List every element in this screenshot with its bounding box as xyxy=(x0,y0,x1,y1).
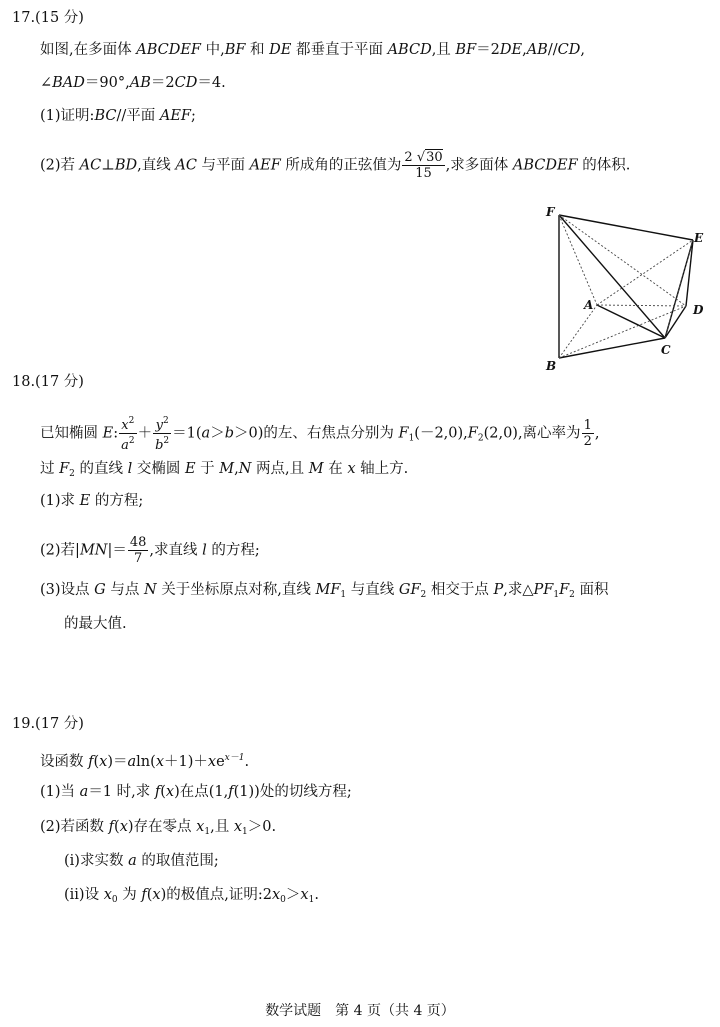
label-D: D xyxy=(693,303,704,317)
q17-header: 17.(15 分) xyxy=(12,10,84,26)
q19-part1: (1)当 a＝1 时,求 f(x)在点(1,f(1))处的切线方程; xyxy=(40,784,352,800)
eccentricity-fraction: $\frac{1}{2}$ xyxy=(583,418,592,449)
label-F: F xyxy=(546,205,555,219)
q19-subpart-ii: (ⅱ)设 $x_0$ 为 f(x)的极值点,证明$:2x_0>x_1$. xyxy=(64,887,319,905)
q18-header: 18.(17 分) xyxy=(12,374,84,390)
q19-part2: (2)若函数 f(x)存在零点 $x_1$,且 $x_1>0$. xyxy=(40,819,277,837)
q17-part2: (2)若 AC⊥BD,直线 AC 与平面 AEF 所成角的正弦值为 $\frac{2 √30}{15}$ ,求多面体 ABCDEF 的体积. xyxy=(40,150,631,181)
q18-stem-line1: 已知椭圆 E: $\frac{x^2}{a^2}$ ＋ $\frac{y^2}{b^2}$ ＝1(a＞b＞0)的左、右焦点分别为 $F_1(-2,0),F_2(2,0)$,离心率为 $\frac{1}{2}$ , xyxy=(40,416,600,453)
q18-part1: (1)求 E 的方程; xyxy=(40,493,144,509)
q17-stem-line2: ∠BAD＝90°,AB＝2CD＝4. xyxy=(40,75,226,91)
label-C: C xyxy=(661,343,671,357)
polyhedron-figure xyxy=(530,200,720,375)
label-E: E xyxy=(694,231,704,245)
page-footer: 数学试题 第 4 页（共 4 页） xyxy=(265,1003,455,1019)
mn-length-fraction: $\frac{48}{7}$ xyxy=(129,535,147,566)
q18-part3-line1: (3)设点 G 与点 N 关于坐标原点对称,直线 $MF_1$ 与直线 $GF_2$ 相交于点 P,求$\triangle PF_1F_2$ 面积 xyxy=(40,582,609,600)
q18-part3-line2: 的最大值. xyxy=(64,616,127,632)
y-squared-over-b-squared: $\frac{y^2}{b^2}$ xyxy=(155,416,170,453)
q19-stem: 设函数 $f(x)=aln(x+1)+xe^{x-1}$. xyxy=(40,753,250,770)
x-squared-over-a-squared: $\frac{x^2}{a^2}$ xyxy=(121,416,135,453)
q19-subpart-i: (ⅰ)求实数 a 的取值范围; xyxy=(64,853,219,869)
q17-part1: (1)证明:BC//平面 AEF; xyxy=(40,108,196,124)
q18-stem-line2: 过 $F_2$ 的直线 l 交椭圆 E 于 M,N 两点,且 M 在 x 轴上方. xyxy=(40,461,409,479)
sine-value-fraction: $\frac{2 √30}{15}$ xyxy=(404,150,443,181)
q18-part2: (2)若|MN|＝ $\frac{48}{7}$ ,求直线 l 的方程; xyxy=(40,535,260,566)
label-B: B xyxy=(546,359,557,373)
q19-header: 19.(17 分) xyxy=(12,716,84,732)
q17-stem-line1: 如图,在多面体 ABCDEF 中,BF 和 DE 都垂直于平面 ABCD,且 BF＝2DE,AB//CD, xyxy=(40,42,585,58)
label-A: A xyxy=(584,298,594,312)
